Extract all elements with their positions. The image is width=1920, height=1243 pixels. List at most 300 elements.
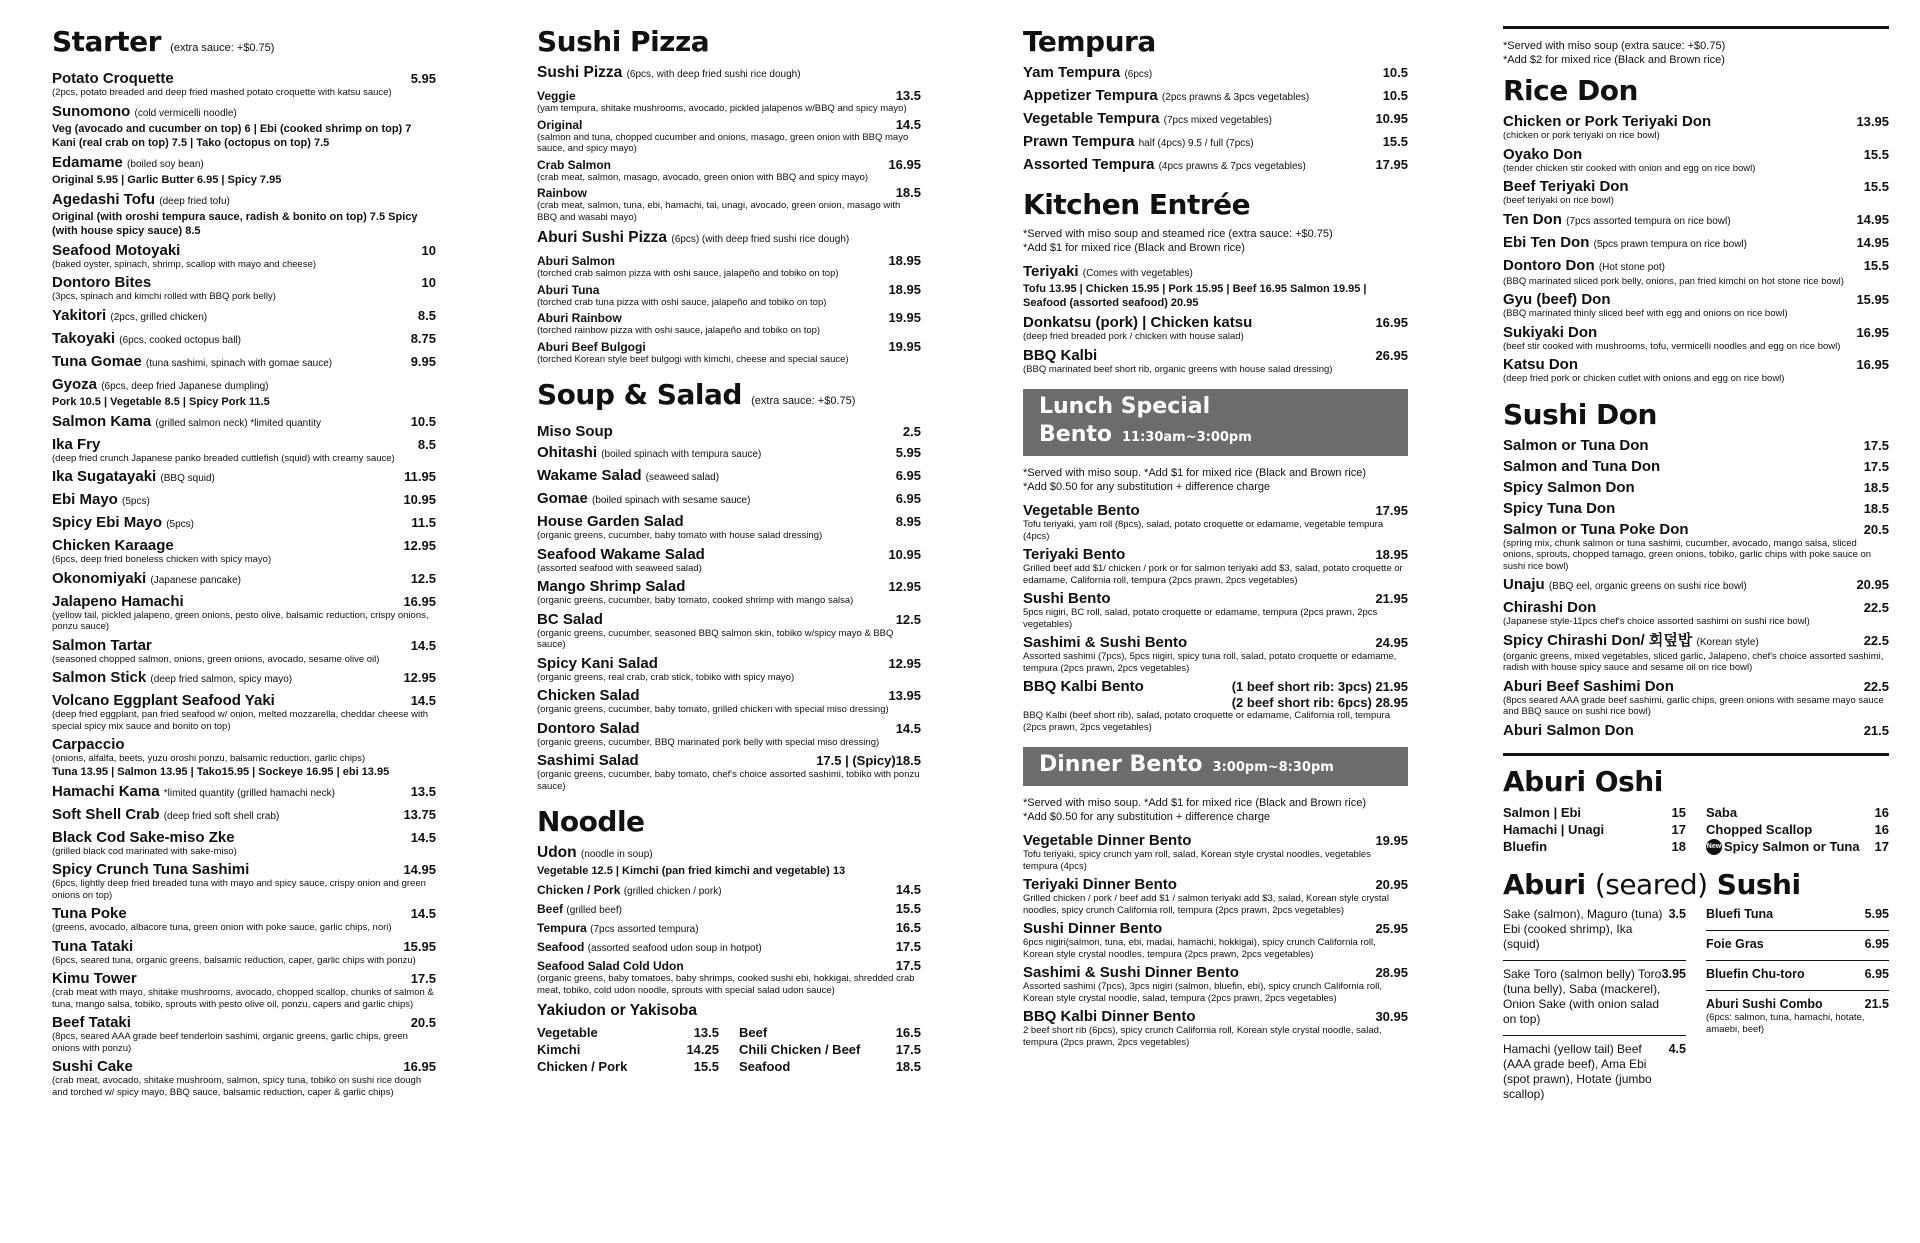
item-row xyxy=(537,467,921,486)
item-row xyxy=(1023,502,1408,519)
item-row xyxy=(52,593,436,610)
menu-item xyxy=(1503,324,1889,353)
item-name xyxy=(1023,832,1191,849)
item-price: 21.5 xyxy=(1864,997,1889,1012)
menu-item xyxy=(1706,821,1889,838)
item-desc: Assorted sashimi (7pcs), 3pcs nigiri (salmon, bluefin, ebi), spicy crunch California roll, Korean style crystal noodle, salad, tempura (2pcs prawn, 2pcs vegetables) xyxy=(1023,981,1383,1004)
item-title: Crab Salmon xyxy=(537,157,612,172)
item-name xyxy=(52,570,241,589)
item-price: 18.5 xyxy=(895,1059,921,1074)
item-title: Seafood Motoyaki xyxy=(52,241,181,259)
menu-item xyxy=(537,882,921,899)
item-name xyxy=(52,307,207,326)
menu-item xyxy=(52,970,436,1010)
item-desc: (salmon and tuna, chopped cucumber and onions, masago, green onion with BBQ mayo sauce, and spicy mayo) xyxy=(537,131,909,154)
menu-item xyxy=(537,720,921,749)
menu-item xyxy=(52,191,436,238)
item-name: Kimchi xyxy=(537,1042,581,1057)
menu-item xyxy=(52,307,436,326)
pizza-list xyxy=(537,88,921,223)
item-name xyxy=(537,752,639,769)
item-title: Potato Croquette xyxy=(52,70,174,87)
menu-item xyxy=(537,687,921,716)
item-name xyxy=(52,905,127,922)
item-title: Kimu Tower xyxy=(52,970,137,987)
item-row xyxy=(1503,324,1889,341)
item-desc: (BBQ marinated sliced pork belly, onions, pan fried kimchi on hot stone rice bowl) xyxy=(1503,275,1844,287)
item-price: 10.5 xyxy=(410,413,436,429)
menu-item xyxy=(739,1058,921,1075)
item-name xyxy=(537,311,622,325)
item-title: Wakame Salad xyxy=(537,467,642,484)
item-row xyxy=(1503,113,1889,130)
item-name xyxy=(52,970,137,987)
menu-item xyxy=(52,637,436,666)
item-name xyxy=(1503,113,1711,130)
dinner-list xyxy=(1023,832,1408,1048)
item-name-wrap xyxy=(739,1024,767,1041)
item-row xyxy=(1023,314,1408,331)
item-desc: (organic greens, cucumber, baby tomato with house salad dressing) xyxy=(537,530,823,541)
yaki-left xyxy=(537,1024,719,1075)
item-desc: (yellow tail, pickled jalapeno, green onions, pesto olive, balsamic reduction, crispy onions, ponzu sauce) xyxy=(52,609,429,632)
item-subtitle: (2pcs, grilled chicken) xyxy=(110,311,208,323)
item-title: Mango Shrimp Salad xyxy=(537,578,686,595)
item-row xyxy=(1023,87,1408,106)
item-price: 17.5 | (Spicy)18.5 xyxy=(816,753,921,768)
item-desc: (chicken or pork teriyaki on rice bowl) xyxy=(1503,130,1660,141)
item-title: Seafood Wakame Salad xyxy=(537,545,705,563)
item-price: 10.5 xyxy=(1382,65,1408,80)
item-name: Bluefi Tuna xyxy=(1706,907,1774,922)
item-price: 15.5 xyxy=(1863,146,1889,162)
item-row xyxy=(1503,437,1889,454)
item-title: Chicken or Pork Teriyaki Don xyxy=(1503,113,1712,130)
menu-item xyxy=(1503,599,1889,628)
item-subtitle: (grilled salmon neck) *limited quantity xyxy=(155,417,321,429)
item-price: 3.95 xyxy=(1661,967,1686,982)
item-subtitle: (4pcs prawns & 7pcs vegetables) xyxy=(1158,161,1306,172)
item-title: Okonomiyaki xyxy=(52,569,147,587)
item-price: 14.25 xyxy=(686,1042,719,1057)
item-name xyxy=(52,436,100,453)
menu-item xyxy=(1023,832,1408,872)
item-row xyxy=(1023,263,1408,282)
item-row xyxy=(1023,347,1408,364)
item-title: Aburi Salmon Don xyxy=(1503,721,1634,739)
item-row xyxy=(52,242,436,259)
item-name: Hamachi (yellow tail) Beef (AAA grade beef), Ama Ebi (spot prawn), Hotate (jumbo scallop) xyxy=(1503,1042,1652,1102)
item-name xyxy=(52,376,269,395)
item-name-wrap xyxy=(537,1041,580,1058)
item-price: 18.95 xyxy=(1375,547,1408,562)
item-subtitle: (BBQ eel, organic greens on sushi rice bowl) xyxy=(1548,581,1747,592)
item-price: 13.95 xyxy=(888,688,921,703)
item-name: Chili Chicken / Beef xyxy=(739,1042,861,1057)
divider xyxy=(1706,930,1889,931)
item-desc: Assorted sashimi (7pcs), 5pcs nigiri, spicy tuna roll, salad, potato croquette or edamame, tempura (2pcs prawn, 2pcs vegetables) xyxy=(1023,651,1397,674)
item-price: 16.95 xyxy=(1856,324,1889,340)
item-title: Volcano Eggplant Seafood Yaki xyxy=(52,692,275,709)
item-price: 6.95 xyxy=(895,468,921,483)
item-price: 20.5 xyxy=(1863,521,1889,537)
starter-list xyxy=(52,70,436,1098)
soup-list xyxy=(537,423,921,792)
item-title: Vegetable Tempura xyxy=(1023,110,1160,127)
menu-item xyxy=(1503,291,1889,320)
notes: *Served with miso soup. *Add $1 for mixed rice (Black and Brown rice) *Add $0.50 for any substitution + difference charge xyxy=(1023,797,1366,823)
item-desc: (beef teriyaki on rice bowl) xyxy=(1503,195,1614,206)
item-row xyxy=(1023,832,1408,849)
item-row xyxy=(52,970,436,987)
menu-item xyxy=(1023,634,1408,674)
item-desc: (deep fried pork or chicken cutlet with onions and egg on rice bowl) xyxy=(1503,373,1785,384)
item-name: Chicken / Pork xyxy=(537,1059,628,1074)
column-starter xyxy=(52,26,436,1226)
item-row xyxy=(52,376,436,395)
item-price: 20.95 xyxy=(1375,877,1408,892)
item-title: Veggie xyxy=(537,89,576,103)
item-price: 15.5 xyxy=(1863,179,1889,194)
item-name xyxy=(1023,314,1252,331)
menu-item xyxy=(52,491,436,510)
item-title: Chicken / Pork xyxy=(537,883,621,897)
item-desc: (6pcs: salmon, tuna, hamachi, hotate, amaebi, beef) xyxy=(1706,1012,1865,1035)
menu-item xyxy=(52,806,436,825)
menu-item xyxy=(537,1041,719,1058)
item-options: Vegetable 12.5 | Kimchi (pan fried kimchi and vegetable) 13 xyxy=(537,865,846,877)
item-name xyxy=(537,158,611,172)
menu-item xyxy=(52,692,436,732)
item-subtitle: (deep fried salmon, spicy mayo) xyxy=(150,674,293,685)
item-row xyxy=(1706,937,1889,952)
item-row xyxy=(52,103,436,122)
divider xyxy=(1706,960,1889,961)
menu-item xyxy=(1706,937,1889,952)
item-title: Unaju xyxy=(1503,576,1545,593)
menu-item xyxy=(52,1014,436,1054)
item-title: Spicy Salmon Don xyxy=(1503,478,1635,496)
menu-item xyxy=(1023,347,1408,376)
menu-item xyxy=(1503,356,1889,385)
item-price: 13.95 xyxy=(1856,114,1889,129)
menu-item xyxy=(537,339,921,366)
item-options: Tofu 13.95 | Chicken 15.95 | Pork 15.95 | Beef 16.95 Salmon 19.95 | Seafood (assorted seafood) 20.95 xyxy=(1023,283,1367,309)
menu-item xyxy=(1503,821,1686,838)
item-desc: (2pcs, potato breaded and deep fried mashed potato croquette with katsu sauce) xyxy=(52,87,392,98)
item-row xyxy=(537,444,921,463)
item-price: 13.5 xyxy=(895,88,921,103)
item-price: 30.95 xyxy=(1375,1009,1408,1024)
item-price: 6.95 xyxy=(1864,937,1889,952)
dinner-bento-banner: Dinner Bento 3:00pm~8:30pm xyxy=(1023,747,1408,786)
item-price: 18.95 xyxy=(888,253,921,268)
item-title: BBQ Kalbi xyxy=(1023,346,1098,364)
menu-item xyxy=(1503,632,1889,674)
menu-item xyxy=(1706,804,1889,821)
item-desc: (8pcs, seared AAA grade beef tenderloin sashimi, organic greens, garlic chips, green onions with ponzu) xyxy=(52,1031,408,1054)
item-title: Aburi Salmon xyxy=(537,254,616,268)
item-price: 6.95 xyxy=(895,491,921,506)
menu-item xyxy=(537,546,921,575)
item-title: Appetizer Tempura xyxy=(1023,87,1158,104)
item-row xyxy=(1503,234,1889,253)
item-desc: Tofu teriyaki, spicy crunch yam roll, salad, Korean style crystal noodles, vegetables tempura (4pcs) xyxy=(1023,849,1371,872)
menu-item xyxy=(1023,110,1408,129)
item-price: 12.5 xyxy=(895,611,921,627)
item-title: Salmon or Tuna Poke Don xyxy=(1503,520,1689,538)
item-title: Aburi Beef Sashimi Don xyxy=(1503,677,1674,695)
aburi-pizza-list xyxy=(537,253,921,365)
item-row xyxy=(537,423,921,440)
item-row xyxy=(537,546,921,563)
section-sushi-pizza xyxy=(537,26,921,365)
item-desc: (organic greens, baby tomatoes, baby shrimps, cooked sushi ebi, hokkigai, shredded crab meat, tobiko, cold udon noodle, sprouts with special salad udon sauce) xyxy=(537,973,915,996)
item-row xyxy=(1706,997,1889,1012)
item-subtitle: *limited quantity (grilled hamachi neck) xyxy=(163,787,335,799)
item-name xyxy=(537,578,685,595)
item-name: Hamachi | Unagi xyxy=(1503,821,1605,837)
item-desc: (crab meat with mayo, shitake mushrooms, avocado, chopped scallop, chunks of salmon & tuna, mango salsa, tobiko, sprouts with pesto olive oil, ponzu, capers and garlic chips) xyxy=(52,987,434,1010)
item-desc: 2 beef short rib (6pcs), spicy crunch California roll, Korean style crystal noodle, salad, tempura (2pcs prawn, 2pcs vegetables) xyxy=(1023,1025,1382,1048)
item-name xyxy=(52,242,180,259)
item-row xyxy=(1503,632,1889,651)
item-row xyxy=(1503,257,1889,276)
item-desc: (assorted seafood with seaweed salad) xyxy=(537,562,702,574)
item-subtitle: (5pcs prawn tempura on rice bowl) xyxy=(1593,238,1747,250)
item-price: 22.5 xyxy=(1863,600,1889,615)
item-row xyxy=(52,938,436,955)
item-price: 8.5 xyxy=(417,307,436,323)
notes: *Served with miso soup. *Add $1 for mixed rice (Black and Brown rice) *Add $0.50 for any substitution + difference charge xyxy=(1023,467,1366,493)
item-options: Veg (avocado and cucumber on top) 6 | Ebi (cooked shrimp on top) 7 Kani (real crab on top) 7.5 | Tako (octopus on top) 7.5 xyxy=(52,122,412,149)
menu-item xyxy=(1023,64,1408,83)
item-name xyxy=(537,118,582,132)
section-title: Sushi Don xyxy=(1503,397,1657,431)
item-row xyxy=(537,920,921,937)
item-title: Soft Shell Crab xyxy=(52,805,160,823)
item-name: Beef xyxy=(739,1025,768,1040)
item-name xyxy=(1023,1008,1196,1025)
item-row xyxy=(537,752,921,769)
item-name xyxy=(52,353,332,372)
item-price: 18.5 xyxy=(1863,479,1889,495)
item-desc: Grilled beef add $1/ chicken / pork or for salmon teriyaki add $3, salad, potato croquette or edamame, California roll, tempura (2pcs prawn, 2pcs vegetables) xyxy=(1023,563,1403,586)
item-row xyxy=(1503,211,1889,230)
item-price: 10 xyxy=(421,275,436,290)
item-row xyxy=(1503,599,1889,616)
item-name xyxy=(537,921,699,937)
menu-item xyxy=(537,310,921,337)
item-price: 17 xyxy=(1671,821,1686,837)
item-subtitle: (boiled spinach with tempura sauce) xyxy=(601,449,762,460)
item-row xyxy=(537,882,921,899)
item-subtitle: (7pcs mixed vegetables) xyxy=(1163,115,1272,126)
item-row xyxy=(52,861,436,878)
item-subtitle: (6pcs, deep fried Japanese dumpling) xyxy=(101,380,269,392)
item-name xyxy=(1023,964,1239,981)
item-name: Sake (salmon), Maguro (tuna) Ebi (cooked shrimp), Ika (squid) xyxy=(1503,907,1663,952)
aburi-sushi-right xyxy=(1706,907,1889,1110)
item-price: 16.5 xyxy=(895,1025,921,1040)
menu-item xyxy=(52,70,436,99)
item-name xyxy=(537,254,615,268)
item-name xyxy=(1503,576,1747,595)
item-subtitle: (Comes with vegetables) xyxy=(1082,268,1193,279)
item-price: 11.5 xyxy=(411,515,436,530)
menu-item xyxy=(537,578,921,607)
item-desc: (torched rainbow pizza with oshi sauce, jalapeño and tobiko on top) xyxy=(537,325,821,336)
item-row xyxy=(1023,133,1408,152)
item-row xyxy=(1503,722,1889,739)
menu-item xyxy=(537,229,921,249)
item-price: 19.95 xyxy=(888,310,921,325)
menu-item xyxy=(1023,964,1408,1004)
item-name-wrap xyxy=(739,1058,790,1075)
item-desc: (BBQ marinated thinly sliced beef with egg and onions on rice bowl) xyxy=(1503,308,1788,319)
item-subtitle: (5pcs) xyxy=(122,496,150,507)
menu-item xyxy=(1503,907,1686,952)
menu-item xyxy=(52,242,436,271)
item-subtitle: (BBQ squid) xyxy=(160,473,215,484)
item-name xyxy=(52,413,321,432)
new-badge: New xyxy=(1706,839,1722,855)
item-name xyxy=(1023,876,1177,893)
item-subtitle: half (4pcs) 9.5 / full (7pcs) xyxy=(1138,138,1254,149)
item-row xyxy=(52,307,436,326)
item-title: Dontoro Bites xyxy=(52,274,152,291)
column-pizza-soup-noodle xyxy=(537,26,921,1226)
item-row xyxy=(537,611,921,628)
item-name xyxy=(1503,291,1611,308)
item-row xyxy=(537,490,921,509)
item-row xyxy=(52,905,436,922)
item-row xyxy=(1023,590,1408,607)
divider xyxy=(1503,26,1889,29)
menu-item xyxy=(52,736,436,779)
item-desc: (organic greens, mixed vegetables, sliced garlic, Jalapeno, chef's choice assorted sashimi, radish with house spicy sauce and sesame oil on rice bowl) xyxy=(1503,650,1884,673)
menu-item xyxy=(1503,234,1889,253)
divider xyxy=(1503,1035,1686,1036)
menu-item xyxy=(537,513,921,542)
item-row xyxy=(52,537,436,554)
item-title: Beef Tataki xyxy=(52,1014,131,1031)
menu-item xyxy=(537,1002,921,1020)
item-desc: (organic greens, cucumber, baby tomato, grilled chicken with special miso dressing) xyxy=(537,704,889,715)
menu-item xyxy=(52,905,436,934)
item-price: 16.5 xyxy=(895,920,921,935)
menu-item xyxy=(52,413,436,432)
item-title: Teriyaki Dinner Bento xyxy=(1023,876,1177,893)
item-row xyxy=(52,783,436,802)
section-rice-don xyxy=(1503,75,1889,385)
menu-item xyxy=(52,593,436,633)
item-row xyxy=(1023,64,1408,83)
item-name: Foie Gras xyxy=(1706,937,1764,952)
item-price: 16.95 xyxy=(403,593,436,609)
menu-item xyxy=(1023,502,1408,542)
column-don-aburi xyxy=(1503,26,1889,1226)
section-tempura xyxy=(1023,26,1408,175)
section-soup-salad xyxy=(537,379,921,792)
item-name xyxy=(1503,521,1689,538)
item-row xyxy=(52,274,436,291)
item-price: 5.95 xyxy=(895,445,921,460)
item-price: 16.95 xyxy=(1375,315,1408,330)
item-subtitle: (cold vermicelli noodle) xyxy=(134,107,237,119)
item-name xyxy=(537,611,603,628)
item-title: Ohitashi xyxy=(537,444,598,461)
section-title: Tempura xyxy=(1023,26,1156,58)
item-name xyxy=(52,330,241,349)
item-subtitle: (boiled soy bean) xyxy=(127,158,204,170)
item-price: 17.95 xyxy=(1375,157,1408,172)
item-row xyxy=(1023,964,1408,981)
item-name xyxy=(537,655,658,672)
menu-item xyxy=(537,444,921,463)
section-lunch-bento xyxy=(1023,389,1408,733)
item-row xyxy=(52,692,436,709)
menu-item xyxy=(1503,178,1889,207)
item-price: 5.95 xyxy=(1864,907,1889,922)
menu-item xyxy=(1503,838,1686,855)
item-row xyxy=(52,491,436,510)
menu-item xyxy=(52,154,436,187)
item-subtitle: (deep fried soft shell crab) xyxy=(163,810,280,822)
item-subtitle: (grilled chicken / pork) xyxy=(623,886,722,897)
rice-don-list xyxy=(1503,113,1889,385)
item-title: Spicy Tuna Don xyxy=(1503,499,1616,517)
item-row xyxy=(537,310,921,325)
item-row xyxy=(52,154,436,173)
item-name xyxy=(52,191,230,210)
item-row xyxy=(537,88,921,103)
menu-item xyxy=(537,64,921,84)
item-name-wrap xyxy=(739,1041,860,1058)
item-row xyxy=(1503,146,1889,163)
item-title: Chicken Karaage xyxy=(52,537,174,554)
oshi-right xyxy=(1706,804,1889,856)
item-name xyxy=(537,883,722,899)
notes: *Served with miso soup and steamed rice (extra sauce: +$0.75) *Add $1 for mixed rice (Black and Brown rice) xyxy=(1023,228,1333,254)
item-options: Original (with oroshi tempura sauce, radish & bonito on top) 7.5 Spicy (with house spicy sauce) 8.5 xyxy=(52,210,418,237)
item-title: Assorted Tempura xyxy=(1023,156,1155,173)
item-title: Black Cod Sake-miso Zke xyxy=(52,828,235,846)
oshi-left xyxy=(1503,804,1686,856)
menu-item xyxy=(52,353,436,372)
item-title: Beef Teriyaki Don xyxy=(1503,178,1629,195)
menu-item xyxy=(1503,479,1889,496)
item-price: 15.5 xyxy=(895,901,921,916)
item-row xyxy=(537,578,921,595)
item-title: Beef xyxy=(537,902,564,916)
item-price: 14.5 xyxy=(410,906,436,921)
item-title: Edamame xyxy=(52,153,123,171)
menu-item xyxy=(1503,521,1889,573)
item-price: 14.5 xyxy=(895,116,921,132)
item-price: 14.95 xyxy=(1856,211,1889,227)
item-row xyxy=(1503,291,1889,308)
item-price: 17.5 xyxy=(1863,458,1889,474)
menu-item xyxy=(537,752,921,792)
menu-item xyxy=(1023,1008,1408,1048)
item-title: Teriyaki xyxy=(1023,263,1079,280)
item-name xyxy=(1503,458,1660,475)
item-title: Gyu (beef) Don xyxy=(1503,291,1611,308)
item-row xyxy=(1706,907,1889,922)
item-name xyxy=(537,720,640,737)
item-price: 17.5 xyxy=(895,939,921,954)
